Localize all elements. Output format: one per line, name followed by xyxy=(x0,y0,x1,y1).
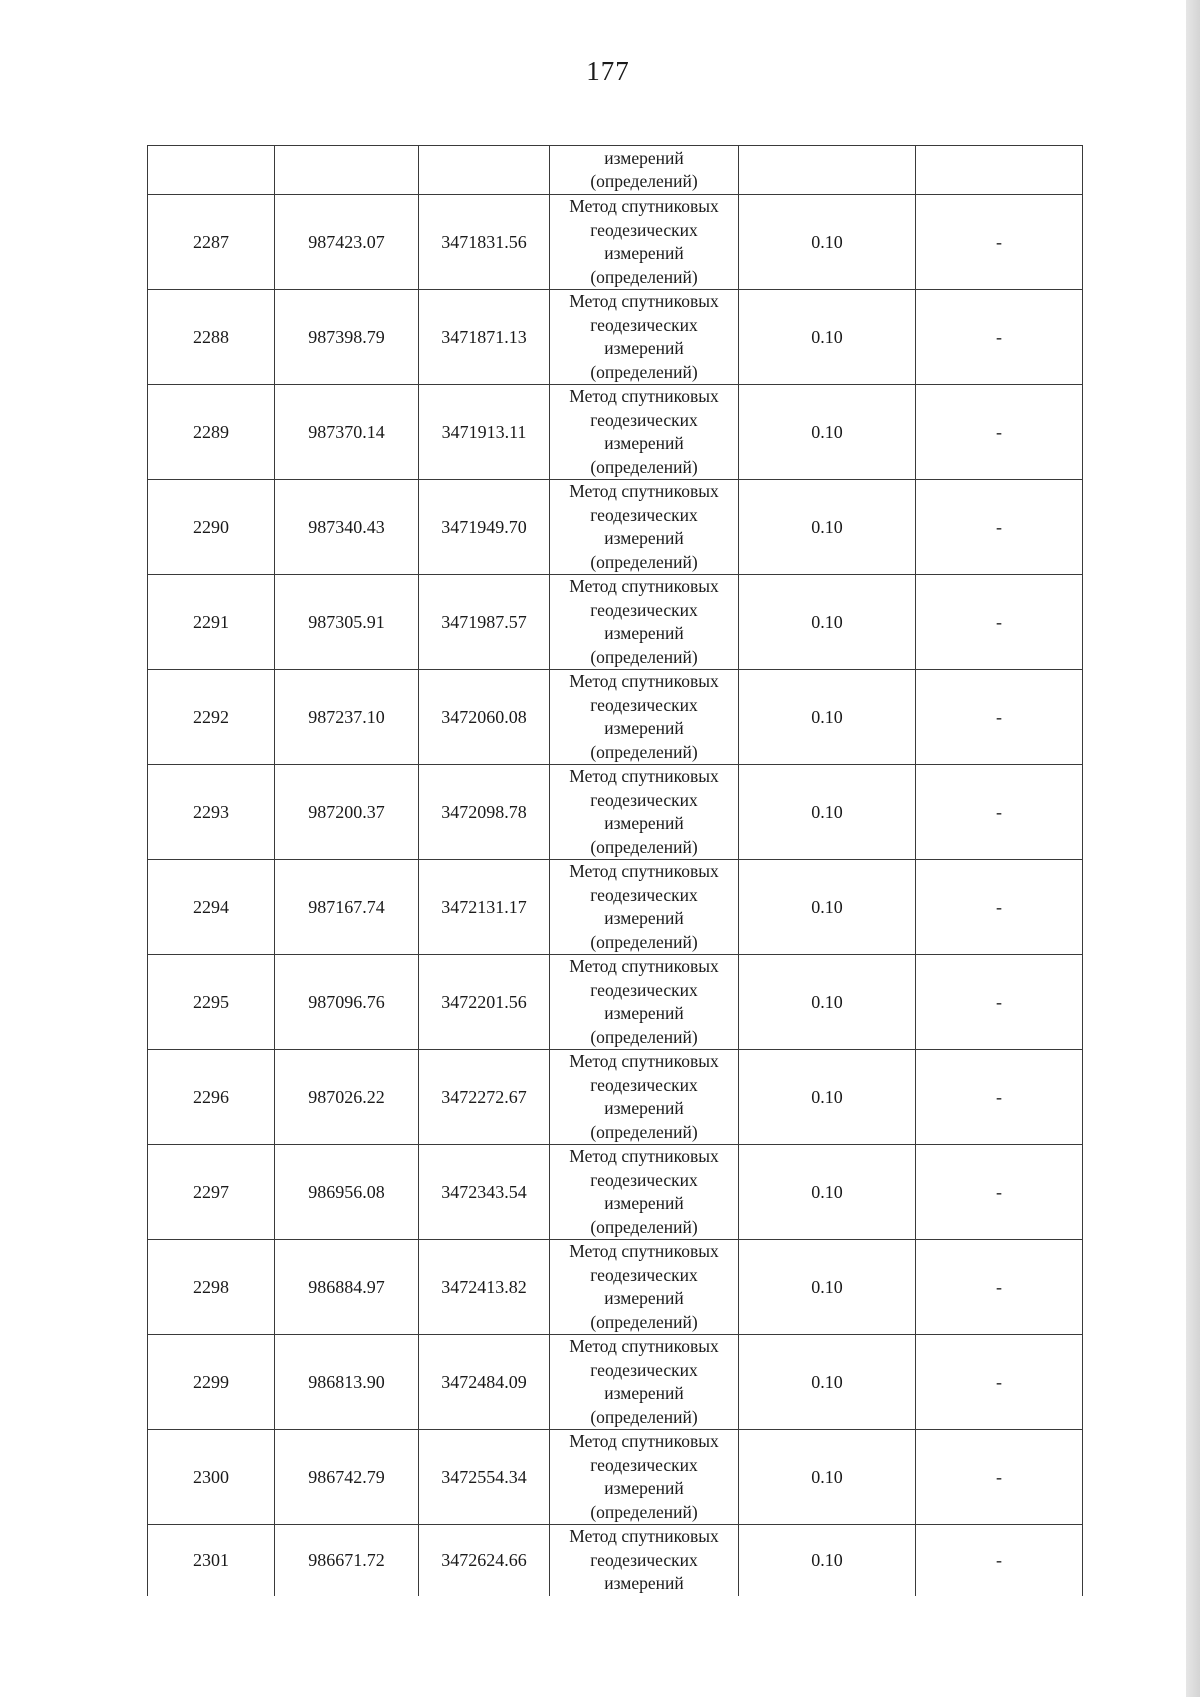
method-line: измерений xyxy=(604,147,684,168)
note-cell: - xyxy=(916,1525,1083,1596)
method-line: геодезических xyxy=(590,1264,698,1285)
point-id-cell: 2295 xyxy=(148,955,275,1050)
method-line: измерений xyxy=(604,338,684,358)
method-line: Метод спутниковых xyxy=(569,576,719,596)
method-line: измерений xyxy=(604,623,684,643)
method-line: (определений) xyxy=(590,361,698,382)
table-row xyxy=(148,765,1083,860)
continuation-row xyxy=(148,146,1083,195)
x-coordinate-cell: 987370.14 xyxy=(275,385,419,480)
y-coordinate-cell: 3471871.13 xyxy=(419,290,550,385)
y-coordinate-cell: 3472343.54 xyxy=(419,1145,550,1240)
y-coordinate-cell: 3472272.67 xyxy=(419,1050,550,1145)
method-line: геодезических xyxy=(590,219,698,240)
x-coordinate-cell: 987398.79 xyxy=(275,290,419,385)
accuracy-cell: 0.10 xyxy=(739,1430,916,1525)
table-row xyxy=(148,195,1083,290)
method-line: геодезических xyxy=(590,504,698,525)
x-coordinate-cell: 987305.91 xyxy=(275,575,419,670)
method-cell xyxy=(550,765,739,860)
table-row xyxy=(148,1050,1083,1145)
method-line: (определений) xyxy=(590,1026,698,1047)
method-cell xyxy=(550,195,739,290)
y-coordinate-cell: 3472098.78 xyxy=(419,765,550,860)
accuracy-cell: 0.10 xyxy=(739,195,916,290)
note-cell: - xyxy=(916,860,1083,955)
x-coordinate-cell: 987340.43 xyxy=(275,480,419,575)
point-id-cell xyxy=(148,146,275,195)
accuracy-cell: 0.10 xyxy=(739,480,916,575)
method-line: Метод спутниковых xyxy=(569,766,719,786)
method-cell xyxy=(550,290,739,385)
method-line: Метод спутниковых xyxy=(569,1431,719,1451)
method-line: Метод спутниковых xyxy=(569,1241,719,1261)
method-line: (определений) xyxy=(590,1311,698,1332)
y-coordinate-cell: 3472413.82 xyxy=(419,1240,550,1335)
point-id-cell: 2293 xyxy=(148,765,275,860)
accuracy-cell: 0.10 xyxy=(739,1050,916,1145)
page-number: 177 xyxy=(586,56,630,86)
table-row xyxy=(148,1525,1083,1596)
note-cell: - xyxy=(916,955,1083,1050)
method-cell xyxy=(550,146,739,195)
method-line: измерений xyxy=(604,1573,684,1593)
accuracy-cell: 0.10 xyxy=(739,1240,916,1335)
method-line: измерений xyxy=(604,433,684,453)
method-line: измерений xyxy=(604,718,684,738)
table-row xyxy=(148,670,1083,765)
x-coordinate-cell: 986742.79 xyxy=(275,1430,419,1525)
method-line: геодезических xyxy=(590,409,698,430)
method-line: (определений) xyxy=(590,551,698,572)
method-line: измерений xyxy=(604,528,684,548)
method-line: Метод спутниковых xyxy=(569,671,719,691)
accuracy-cell xyxy=(739,146,916,195)
method-line: (определений) xyxy=(590,1501,698,1522)
method-line: Метод спутниковых xyxy=(569,481,719,501)
note-cell: - xyxy=(916,1240,1083,1335)
y-coordinate-cell: 3472201.56 xyxy=(419,955,550,1050)
method-line: Метод спутниковых xyxy=(569,861,719,881)
accuracy-cell: 0.10 xyxy=(739,1525,916,1596)
point-id-cell: 2296 xyxy=(148,1050,275,1145)
method-cell xyxy=(550,860,739,955)
accuracy-cell: 0.10 xyxy=(739,1145,916,1240)
method-cell xyxy=(550,1050,739,1145)
accuracy-cell: 0.10 xyxy=(739,670,916,765)
y-coordinate-cell: 3471987.57 xyxy=(419,575,550,670)
method-line: Метод спутниковых xyxy=(569,291,719,311)
method-line: геодезических xyxy=(590,1454,698,1475)
y-coordinate-cell: 3472060.08 xyxy=(419,670,550,765)
x-coordinate-cell: 986671.72 xyxy=(275,1525,419,1596)
point-id-cell: 2300 xyxy=(148,1430,275,1525)
note-cell xyxy=(916,146,1083,195)
point-id-cell: 2298 xyxy=(148,1240,275,1335)
accuracy-cell: 0.10 xyxy=(739,765,916,860)
table-row xyxy=(148,860,1083,955)
table-row xyxy=(148,1145,1083,1240)
accuracy-cell: 0.10 xyxy=(739,1335,916,1430)
point-id-cell: 2290 xyxy=(148,480,275,575)
note-cell: - xyxy=(916,1430,1083,1525)
method-cell xyxy=(550,385,739,480)
accuracy-cell: 0.10 xyxy=(739,385,916,480)
table-row xyxy=(148,290,1083,385)
method-line: геодезических xyxy=(590,1549,698,1570)
point-id-cell: 2301 xyxy=(148,1525,275,1596)
method-line: геодезических xyxy=(590,789,698,810)
point-id-cell: 2287 xyxy=(148,195,275,290)
table-body xyxy=(148,146,1083,1596)
method-cell xyxy=(550,1240,739,1335)
note-cell: - xyxy=(916,575,1083,670)
method-line: Метод спутниковых xyxy=(569,196,719,216)
method-line: (определений) xyxy=(590,1216,698,1237)
x-coordinate-cell: 986884.97 xyxy=(275,1240,419,1335)
method-cell xyxy=(550,575,739,670)
x-coordinate-cell: 987200.37 xyxy=(275,765,419,860)
method-line: геодезических xyxy=(590,884,698,905)
method-line: (определений) xyxy=(590,741,698,762)
y-coordinate-cell xyxy=(419,146,550,195)
table-row xyxy=(148,480,1083,575)
method-line: Метод спутниковых xyxy=(569,956,719,976)
method-line: измерений xyxy=(604,1098,684,1118)
x-coordinate-cell: 987096.76 xyxy=(275,955,419,1050)
note-cell: - xyxy=(916,290,1083,385)
note-cell: - xyxy=(916,480,1083,575)
method-line: измерений xyxy=(604,1003,684,1023)
coordinates-table-wrapper xyxy=(147,145,1082,1596)
note-cell: - xyxy=(916,1050,1083,1145)
accuracy-cell: 0.10 xyxy=(739,575,916,670)
note-cell: - xyxy=(916,765,1083,860)
method-line: (определений) xyxy=(590,266,698,287)
point-id-cell: 2294 xyxy=(148,860,275,955)
method-line: (определений) xyxy=(590,171,698,191)
method-line: геодезических xyxy=(590,599,698,620)
method-line: измерений xyxy=(604,243,684,263)
accuracy-cell: 0.10 xyxy=(739,955,916,1050)
table-row xyxy=(148,1430,1083,1525)
method-line: (определений) xyxy=(590,456,698,477)
note-cell: - xyxy=(916,385,1083,480)
y-coordinate-cell: 3472131.17 xyxy=(419,860,550,955)
method-line: измерений xyxy=(604,908,684,928)
point-id-cell: 2289 xyxy=(148,385,275,480)
table-row xyxy=(148,1240,1083,1335)
method-cell xyxy=(550,1525,739,1596)
y-coordinate-cell: 3472484.09 xyxy=(419,1335,550,1430)
note-cell: - xyxy=(916,670,1083,765)
note-cell: - xyxy=(916,1335,1083,1430)
method-line: Метод спутниковых xyxy=(569,1051,719,1071)
method-line: (определений) xyxy=(590,646,698,667)
method-line: Метод спутниковых xyxy=(569,1336,719,1356)
method-line: измерений xyxy=(604,813,684,833)
x-coordinate-cell: 987237.10 xyxy=(275,670,419,765)
x-coordinate-cell: 986813.90 xyxy=(275,1335,419,1430)
method-line: (определений) xyxy=(590,1121,698,1142)
note-cell: - xyxy=(916,1145,1083,1240)
method-line: геодезических xyxy=(590,979,698,1000)
point-id-cell: 2288 xyxy=(148,290,275,385)
accuracy-cell: 0.10 xyxy=(739,860,916,955)
coordinates-table xyxy=(147,145,1083,1596)
method-line: геодезических xyxy=(590,1074,698,1095)
method-line: (определений) xyxy=(590,836,698,857)
x-coordinate-cell: 987423.07 xyxy=(275,195,419,290)
point-id-cell: 2299 xyxy=(148,1335,275,1430)
x-coordinate-cell: 987167.74 xyxy=(275,860,419,955)
method-cell xyxy=(550,955,739,1050)
method-line: геодезических xyxy=(590,314,698,335)
y-coordinate-cell: 3471949.70 xyxy=(419,480,550,575)
method-cell xyxy=(550,1430,739,1525)
table-row xyxy=(148,955,1083,1050)
method-line: измерений xyxy=(604,1478,684,1498)
method-line: Метод спутниковых xyxy=(569,386,719,406)
method-line: Метод спутниковых xyxy=(569,1526,719,1546)
point-id-cell: 2297 xyxy=(148,1145,275,1240)
table-row xyxy=(148,575,1083,670)
table-row xyxy=(148,1335,1083,1430)
y-coordinate-cell: 3472624.66 xyxy=(419,1525,550,1596)
method-line: измерений xyxy=(604,1193,684,1213)
method-line: Метод спутниковых xyxy=(569,1146,719,1166)
method-line: геодезических xyxy=(590,1169,698,1190)
method-cell xyxy=(550,1335,739,1430)
table-row xyxy=(148,385,1083,480)
method-line: (определений) xyxy=(590,931,698,952)
y-coordinate-cell: 3471913.11 xyxy=(419,385,550,480)
scan-edge xyxy=(1186,0,1200,1697)
x-coordinate-cell: 986956.08 xyxy=(275,1145,419,1240)
method-cell xyxy=(550,1145,739,1240)
point-id-cell: 2292 xyxy=(148,670,275,765)
y-coordinate-cell: 3471831.56 xyxy=(419,195,550,290)
method-cell xyxy=(550,480,739,575)
point-id-cell: 2291 xyxy=(148,575,275,670)
method-line: измерений xyxy=(604,1383,684,1403)
note-cell: - xyxy=(916,195,1083,290)
method-line: измерений xyxy=(604,1288,684,1308)
y-coordinate-cell: 3472554.34 xyxy=(419,1430,550,1525)
x-coordinate-cell xyxy=(275,146,419,195)
x-coordinate-cell: 987026.22 xyxy=(275,1050,419,1145)
accuracy-cell: 0.10 xyxy=(739,290,916,385)
method-cell xyxy=(550,670,739,765)
method-line: геодезических xyxy=(590,694,698,715)
method-line: геодезических xyxy=(590,1359,698,1380)
method-line: (определений) xyxy=(590,1406,698,1427)
